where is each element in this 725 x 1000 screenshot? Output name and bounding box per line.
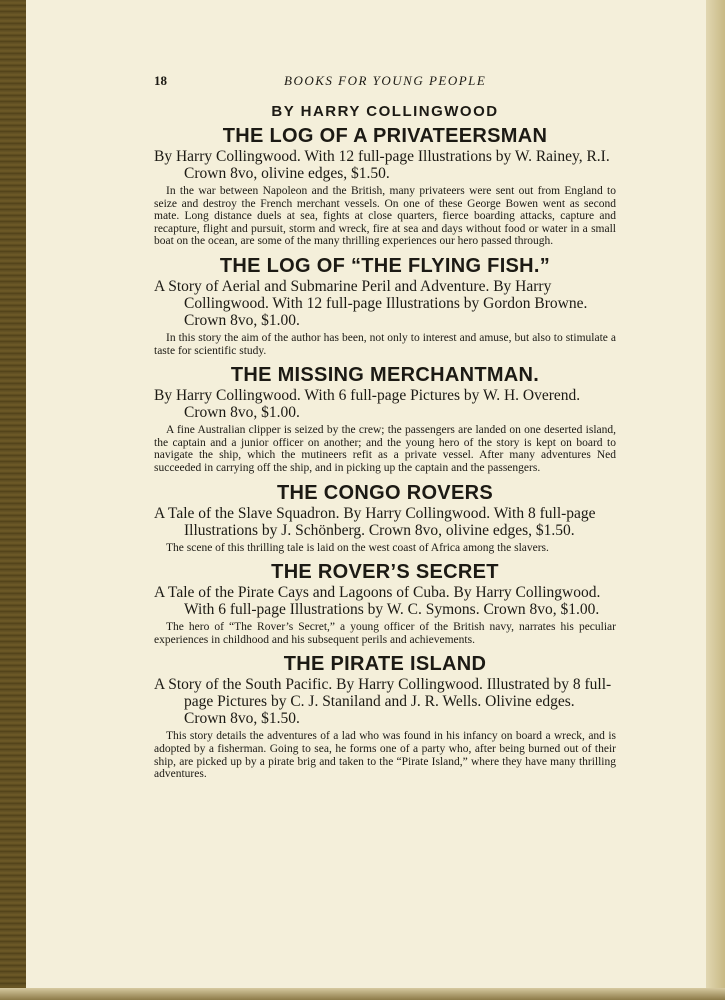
book-title: THE ROVER’S SECRET xyxy=(271,561,499,584)
book-entry xyxy=(154,481,616,555)
book-info: A Tale of the Pirate Cays and Lagoons of Cuba. By Harry Collingwood. With 6 full-page Illustrations by W. C. Symons. Crown 8vo, $1.00. xyxy=(154,584,601,619)
book-info: A Story of Aerial and Submarine Peril and Adventure. By Harry Collingwood. With 12 full-page Illustrations by Gordon Browne. Crown 8vo, $1.00. xyxy=(154,277,588,329)
book-title: THE CONGO ROVERS xyxy=(277,481,493,504)
book-title: THE LOG OF “THE FLYING FISH.” xyxy=(219,254,551,277)
running-title: BOOKS FOR YOUNG PEOPLE xyxy=(284,73,487,88)
book-entry xyxy=(154,363,616,474)
book-info: A Story of the South Pacific. By Harry Collingwood. Illustrated by 8 full-page Pictures by C. J. Staniland and J. R. Wells. Olivine edges. Crown 8vo, $1.50. xyxy=(154,676,612,728)
book-title: THE PIRATE ISLAND xyxy=(283,653,487,676)
book-description: This story details the adventures of a lad who was found in his infancy on board a wreck, and is adopted by a fisherman. Going to sea, he forms one of a party who, after being burned out of their ship, are picked up by a pirate brig and taken to the “Pirate Island,” where they have many thrilling adventures. xyxy=(154,730,616,781)
book-description: A fine Australian clipper is seized by the crew; the passengers are landed on one deserted island, the captain and a junior officer on another; and the young hero of the story is kept on board to navigate the ship, which the mutineers refit as a private vessel. After many adventures Ned succeeded in carrying off the ship, and in picking up the captain and the passengers. xyxy=(154,424,616,474)
author-heading: BY HARRY COLLINGWOOD xyxy=(271,103,499,120)
book-description: The hero of “The Rover’s Secret,” a young officer of the British navy, narrates his peculiar experiences in childhood and his subsequent perils and achievements. xyxy=(154,621,616,646)
book-description: In the war between Napoleon and the British, many privateers were sent out from England to seize and destroy the French merchant vessels. On one of these George Bowen went as second mate. Long distance duels at sea, fights at close quarters, fierce boarding attacks, capture and recapture, flight and pursuit, storm and wreck, fire at sea and days without food or water in a small boat on the ocean, are some of the many thrilling experiences our hero passed through. xyxy=(154,185,616,248)
book-entry xyxy=(154,652,616,780)
book-entry xyxy=(154,560,616,646)
book-info: By Harry Collingwood. With 6 full-page Pictures by W. H. Overend. Crown 8vo, $1.00. xyxy=(154,387,581,422)
page-bottom-edge xyxy=(0,988,725,1000)
page-number: 18 xyxy=(154,73,167,88)
book-binding xyxy=(0,0,26,1000)
page-content xyxy=(154,103,616,787)
book-title: THE MISSING MERCHANTMAN. xyxy=(230,364,540,387)
book-description: In this story the aim of the author has been, not only to interest and amuse, but also to stimulate a taste for scientific study. xyxy=(154,331,616,357)
book-info: By Harry Collingwood. With 12 full-page Illustrations by W. Rainey, R.I. Crown 8vo, olivine edges, $1.50. xyxy=(154,148,610,182)
book-description: The scene of this thrilling tale is laid on the west coast of Africa among the slavers. xyxy=(166,541,549,554)
book-title: THE LOG OF A PRIVATEERSMAN xyxy=(222,125,548,147)
book-info: A Tale of the Slave Squadron. By Harry Collingwood. With 8 full-page Illustrations by J. Schönberg. Crown 8vo, olivine edges, $1.50. xyxy=(154,504,596,539)
book-entry xyxy=(154,124,616,248)
page-header xyxy=(154,73,614,91)
book-entry xyxy=(154,254,616,357)
